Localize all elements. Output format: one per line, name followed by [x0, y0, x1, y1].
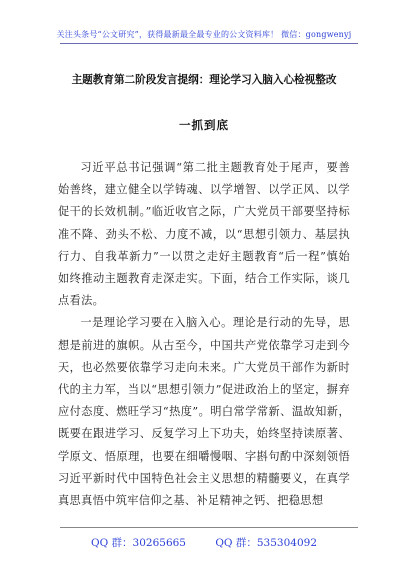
- paragraph-point-one: 一是理论学习要在入脑入心。理论是行动的先导，思想是前进的旗帜。从古至今，中国共产党依靠学习走到今天，也必然要依靠学习走向未来。广大党员干部作为新时代的主力军，当以“思想引领力”促进政治上的坚定，摒弃应付态度、燃旺学习“热度”。明白常学常新、温故知新，既要在跟进学习、反复学习上下功夫，始终坚持读原著、学原文、悟原理，也要在细嚼慢咽、字斟句酌中深刻领悟习近平新时代中国特色社会主义思想的精髓要义，在真学真思真悟中筑牢信仰之基、补足精神之钙、把稳思想: [58, 316, 350, 508]
- document-title: 主题教育第二阶段发言提纲：理论学习入脑入心检视整改: [71, 74, 337, 86]
- footer-divider: [60, 527, 358, 528]
- footer-qq-group-1: QQ 群：30265665: [90, 537, 186, 549]
- header-divider: [60, 43, 358, 44]
- paragraph-intro: 习近平总书记强调“第二批主题教育处于尾声，要善始善终，建立健全以学铸魂、以学增智、以学正风、以学促干的长效机制。”临近收官之际，广大党员干部要坚持标准不降、劲头不松、力度不减，以“思想引领力、基层执行力、自我革新力”一以贯之走好主题教育“后一程”慎始如终推动主题教育走深走实。下面，结合工作实际，谈几点看法。: [58, 161, 350, 308]
- document-body: [58, 157, 350, 512]
- footer-qq-group-2: QQ 群：535304092: [215, 537, 318, 549]
- footer-contact: [0, 535, 408, 550]
- document-subtitle: 一抓到底: [179, 118, 229, 132]
- header-promo-note: 关注头条号“公文研究”，获得最新最全最专业的公文资料库！ 微信：gongwenyj: [56, 30, 352, 39]
